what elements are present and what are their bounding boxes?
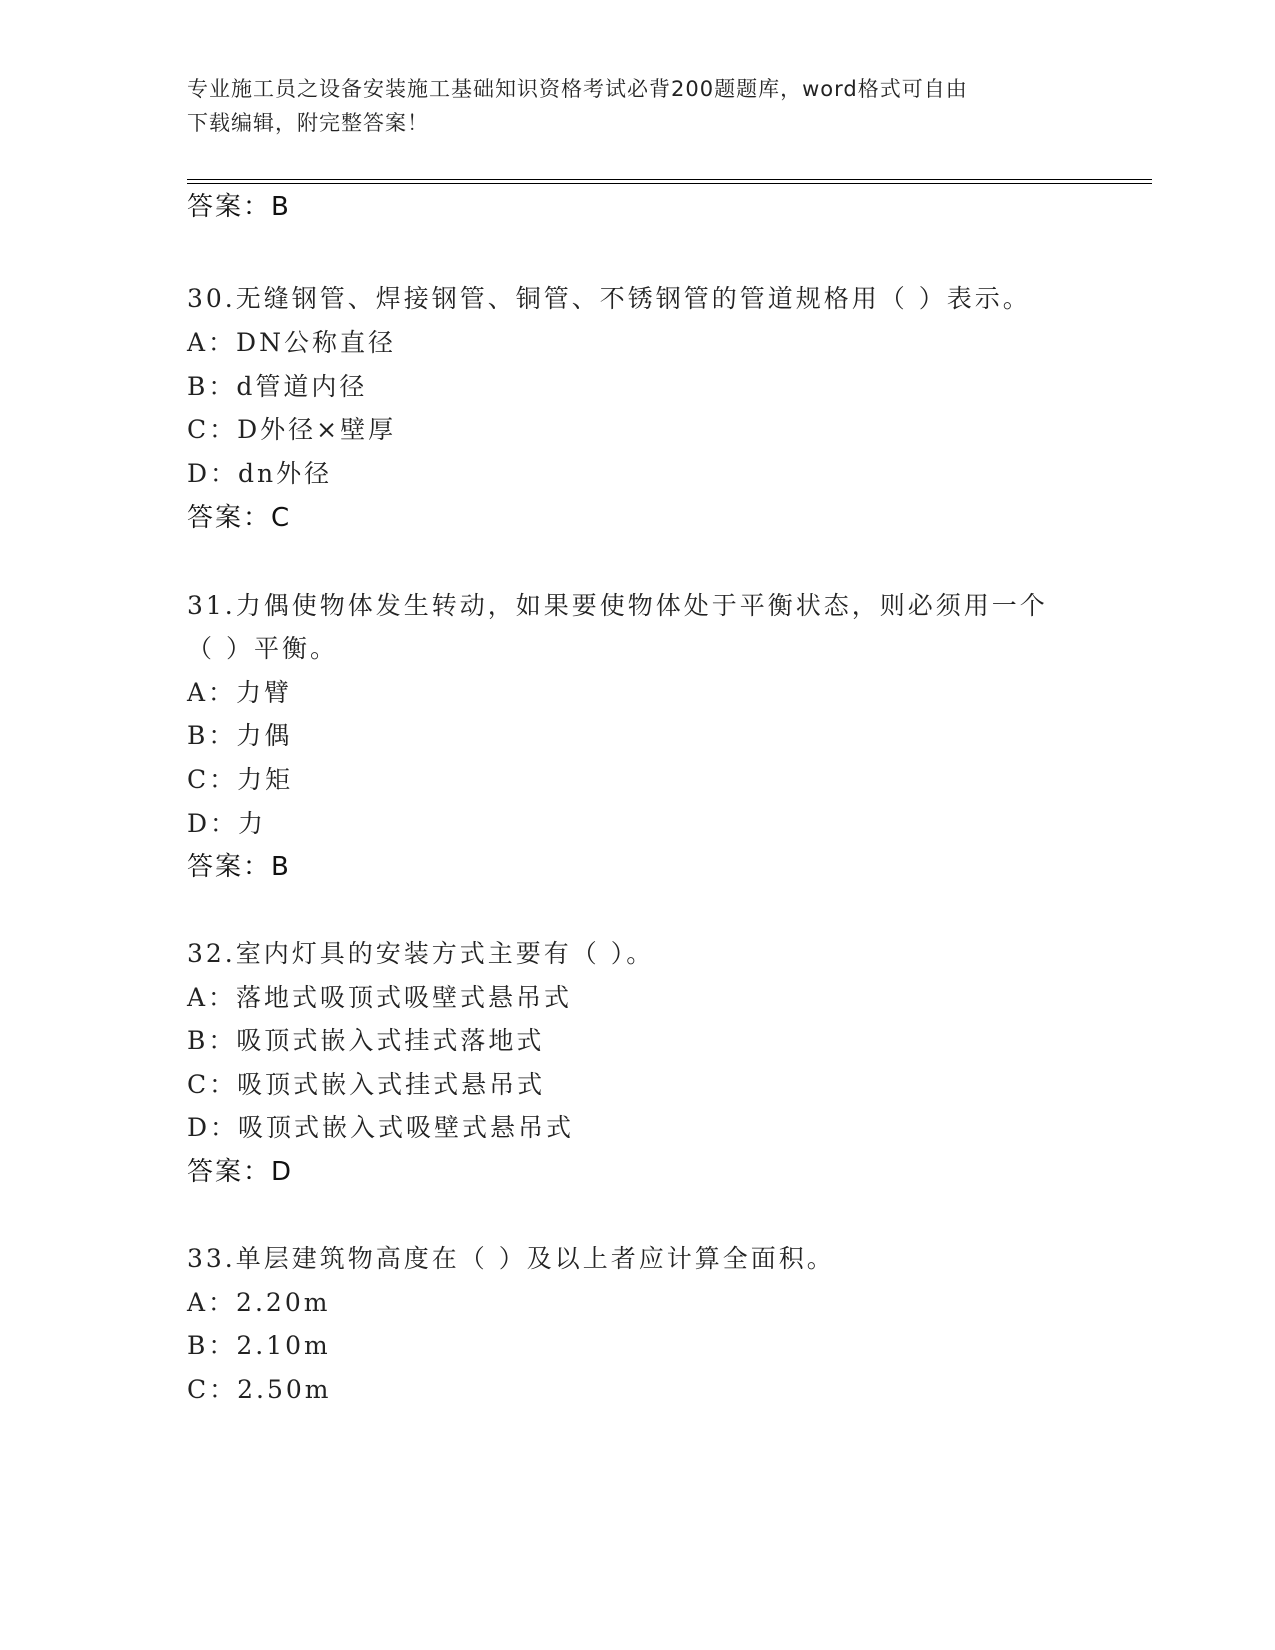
question-30-option-c: C：D外径×壁厚 xyxy=(187,415,397,444)
answer-32: 答案：D xyxy=(187,1157,294,1187)
answer-31: 答案：B xyxy=(187,852,291,882)
header-line-1: 专业施工员之设备安装施工基础知识资格考试必背200题题库，word格式可自由 xyxy=(187,77,968,101)
header-line-2: 下载编辑，附完整答案！ xyxy=(187,111,429,135)
question-32-option-c: C：吸顶式嵌入式挂式悬吊式 xyxy=(187,1070,546,1099)
question-31-stem-line-2: （ ）平衡。 xyxy=(187,634,338,663)
question-33-option-c: C：2.50m xyxy=(187,1375,332,1404)
question-31-option-c: C：力矩 xyxy=(187,765,294,794)
header-divider-bottom xyxy=(187,183,1152,184)
question-32-option-d: D：吸顶式嵌入式吸壁式悬吊式 xyxy=(187,1113,575,1142)
question-32-option-a: A：落地式吸顶式吸壁式悬吊式 xyxy=(187,983,573,1012)
question-30-option-a: A：DN公称直径 xyxy=(187,328,396,357)
question-31-option-a: A：力臂 xyxy=(187,678,293,707)
question-30-stem: 30.无缝钢管、焊接钢管、铜管、不锈钢管的管道规格用（ ）表示。 xyxy=(187,284,1031,313)
question-30-option-d: D：dn外径 xyxy=(187,459,333,488)
question-31-stem-line-1: 31.力偶使物体发生转动，如果要使物体处于平衡状态，则必须用一个 xyxy=(187,591,1048,620)
document-header xyxy=(187,72,1087,140)
answer-29: 答案：B xyxy=(187,192,291,222)
question-32-stem: 32.室内灯具的安装方式主要有（ ）。 xyxy=(187,939,655,968)
question-33-option-a: A：2.20m xyxy=(187,1288,331,1317)
question-33-stem: 33.单层建筑物高度在（ ）及以上者应计算全面积。 xyxy=(187,1244,835,1273)
question-30-option-b: B：d管道内径 xyxy=(187,372,368,401)
question-31-option-b: B：力偶 xyxy=(187,721,293,750)
answer-30: 答案：C xyxy=(187,503,292,533)
question-31-option-d: D：力 xyxy=(187,809,267,838)
header-divider-top xyxy=(187,179,1152,180)
question-33-option-b: B：2.10m xyxy=(187,1331,331,1360)
question-32-option-b: B：吸顶式嵌入式挂式落地式 xyxy=(187,1026,545,1055)
